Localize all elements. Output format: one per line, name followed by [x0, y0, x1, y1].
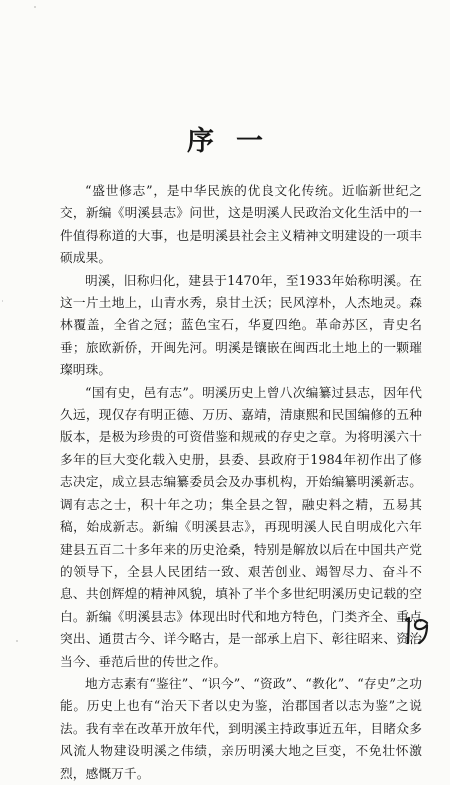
paragraph: “盛世修志”，是中华民族的优良文化传统。近临新世纪之交，新编《明溪县志》问世，这是明溪人民政治文化生活中的一件值得称道的大事，也是明溪县社会主义精神文明建设的一项丰硕成果。 — [60, 183, 422, 266]
scan-speck — [16, 640, 18, 642]
preface-body — [60, 180, 422, 785]
scan-speck — [34, 6, 36, 8]
paragraph: “国有史，邑有志”。明溪历史上曾八次编纂过县志，因年代久远，现仅存有明正德、万历、嘉靖，清康熙和民国编修的五种版本，是极为珍贵的可资借鉴和规戒的存史之章。为将明溪六十多年的巨大变化载入史册，县委、县政府于1984年初作出了修志决定，成立县志编纂委员会及办事机构，开始编纂明溪新志。调有志之士，积十年之功；集全县之智，融史料之精，五易其稿，始成新志。新编《明溪县志》，再现明溪人民自明成化六年建县五百二十多年来的历史沧桑，特别是解放以后在中国共产党的领导下，全县人民团结一致、艰苦创业、竭智尽力、奋斗不息、共创辉煌的精神风貌，填补了半个多世纪明溪历史记载的空白。新编《明溪县志》体现出时代和地方特色，门类齐全、重点突出、通贯古今、详今略古，是一部承上启下、彰往昭来、资治当今、垂范后世的传世之作。 — [60, 384, 422, 669]
handwritten-page-number-mark — [400, 610, 438, 648]
handwritten-page-number — [400, 610, 438, 648]
page-title: 序一 — [187, 126, 285, 158]
scan-speck — [2, 300, 3, 302]
paragraph: 地方志素有“鉴往”、“识今”、“资政”、“教化”、“存史”之功能。历史上也有“治天下者以史为鉴，治郡国者以志为鉴”之说法。我有幸在改革开放年代，到明溪主持政事近五年，目睹众多风流人物建设明溪之伟绩，亲历明溪大地之巨变，不免壮怀激烈，感慨万千。 — [60, 675, 422, 781]
paragraph: 明溪，旧称归化，建县于1470年，至1933年始称明溪。在这一片土地上，山青水秀，泉甘土沃；民风淳朴，人杰地灵。森林覆盖，全省之冠；蓝色宝石，华夏四绝。革命苏区，青史名垂；旅欧新侨，开闽先河。明溪是镶嵌在闽西北土地上的一颗璀璨明珠。 — [60, 272, 422, 378]
